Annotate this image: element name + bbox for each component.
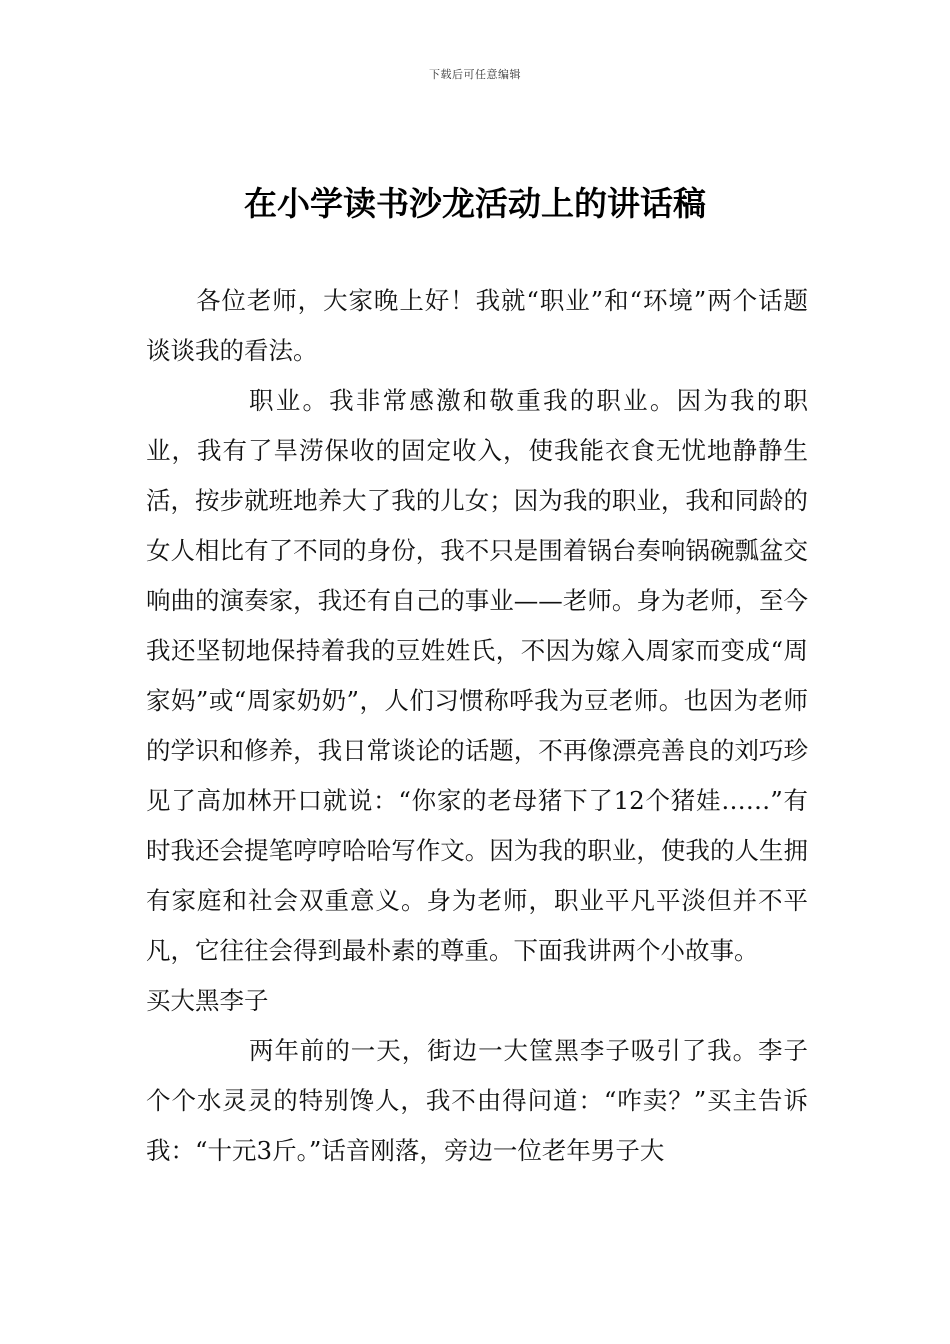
document-title: 在小学读书沙龙活动上的讲话稿 bbox=[244, 184, 706, 223]
header-note: 下载后可任意编辑 bbox=[429, 68, 521, 81]
document-body bbox=[146, 276, 808, 1176]
paragraph-career: 职业。我非常感激和敬重我的职业。因为我的职业，我有了旱涝保收的固定收入，使我能衣食无忧地静静生活，按步就班地养大了我的儿女；因为我的职业，我和同龄的女人相比有了不同的身份，我不只是围着锅台奏响锅碗瓢盆交响曲的演奏家，我还有自己的事业——老师。身为老师，至今我还坚韧地保持着我的豆姓姓氏，不因为嫁入周家而变成“周家妈”或“周家奶奶”，人们习惯称呼我为豆老师。也因为老师的学识和修养，我日常谈论的话题，不再像漂亮善良的刘巧珍见了高加林开口就说：“你家的老母猪下了12个猪娃……”有时我还会提笔哼哼哈哈写作文。因为我的职业，使我的人生拥有家庭和社会双重意义。身为老师，职业平凡平淡但并不平凡，它往往会得到最朴素的尊重。下面我讲两个小故事。 bbox=[146, 386, 808, 965]
story-subtitle: 买大黑李子 bbox=[146, 986, 269, 1015]
paragraph-story: 两年前的一天，街边一大筐黑李子吸引了我。李子个个水灵灵的特别馋人，我不由得问道：“咋卖？”买主告诉我：“十元3斤。”话音刚落，旁边一位老年男子大 bbox=[146, 1036, 808, 1165]
paragraph-greeting: 各位老师，大家晚上好！我就“职业”和“环境”两个话题谈谈我的看法。 bbox=[146, 286, 808, 365]
